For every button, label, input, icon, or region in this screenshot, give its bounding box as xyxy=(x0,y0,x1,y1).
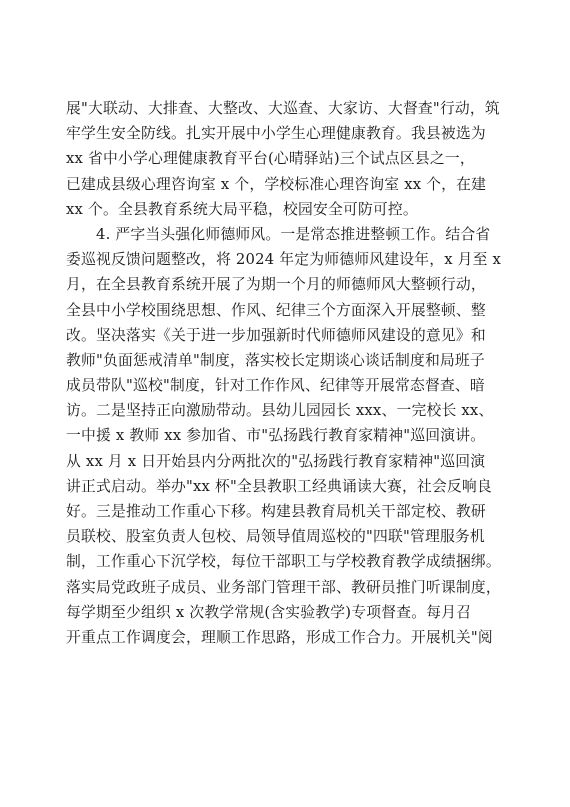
section-heading-line: 4. 严字当头强化师德师风。一是常态推进整顿工作。结合省 xyxy=(96,225,491,243)
text-line: 月，在全县教育系统开展了为期一个月的师德师风大整顿行动， xyxy=(66,276,486,294)
text-line: 全县中小学校围绕思想、作风、纪律三个方面深入开展整顿、整 xyxy=(66,301,486,319)
text-line: 好。三是推动工作重心下移。构建县教育局机关干部定校、教研 xyxy=(66,503,486,520)
text-line: xx 个。全县教育系统大局平稳，校园安全可防可控。 xyxy=(66,200,418,218)
text-line: 员联校、股室负责人包校、局领导值周巡校的"四联"管理服务机 xyxy=(66,528,485,546)
text-line: 改。坚决落实《关于进一步加强新时代师德师风建设的意见》和 xyxy=(66,326,486,344)
text-line: 展"大联动、大排查、大整改、大巡查、大家访、大督查"行动，筑 xyxy=(66,100,500,117)
text-line: 讲正式启动。举办"xx 杯"全县教职工经典诵读大赛，社会反响良 xyxy=(66,477,492,495)
text-line: 一中援 x 教师 xx 参加省、市"弘扬践行教育家精神"巡回演讲。 xyxy=(66,427,486,445)
text-line: 已建成县级心理咨询室 x 个，学校标准心理咨询室 xx 个，在建 xyxy=(66,175,487,193)
text-line: 开重点工作调度会，理顺工作思路，形成工作合力。开展机关"阅 xyxy=(66,628,493,646)
text-line: 委巡视反馈问题整改，将 2024 年定为师德师风建设年，x 月至 x xyxy=(66,251,502,269)
text-line: 每学期至少组织 x 次教学常规(含实验教学)专项督查。每月召 xyxy=(66,603,472,621)
text-line: 牢学生安全防线。扎实开展中小学生心理健康教育。我县被选为 xyxy=(66,125,486,143)
text-line: xx 省中小学心理健康教育平台(心晴驿站)三个试点区县之一， xyxy=(66,150,475,168)
text-line: 落实局党政班子成员、业务部门管理干部、教研员推门听课制度， xyxy=(66,578,501,596)
text-line: 从 xx 月 x 日开始县内分两批次的"弘扬践行教育家精神"巡回演 xyxy=(66,452,486,470)
text-line: 访。二是坚持正向激励带动。县幼儿园园长 xxx、一完校长 xx、 xyxy=(66,402,494,420)
text-line: 成员带队"巡校"制度，针对工作作风、纪律等开展常态督查、暗 xyxy=(66,377,485,395)
body-text xyxy=(66,96,506,650)
text-line: 制，工作重心下沉学校，每位干部职工与学校教育教学成绩捆绑。 xyxy=(66,553,501,571)
text-line: 教师"负面惩戒清单"制度，落实校长定期谈心谈话制度和局班子 xyxy=(66,351,485,369)
